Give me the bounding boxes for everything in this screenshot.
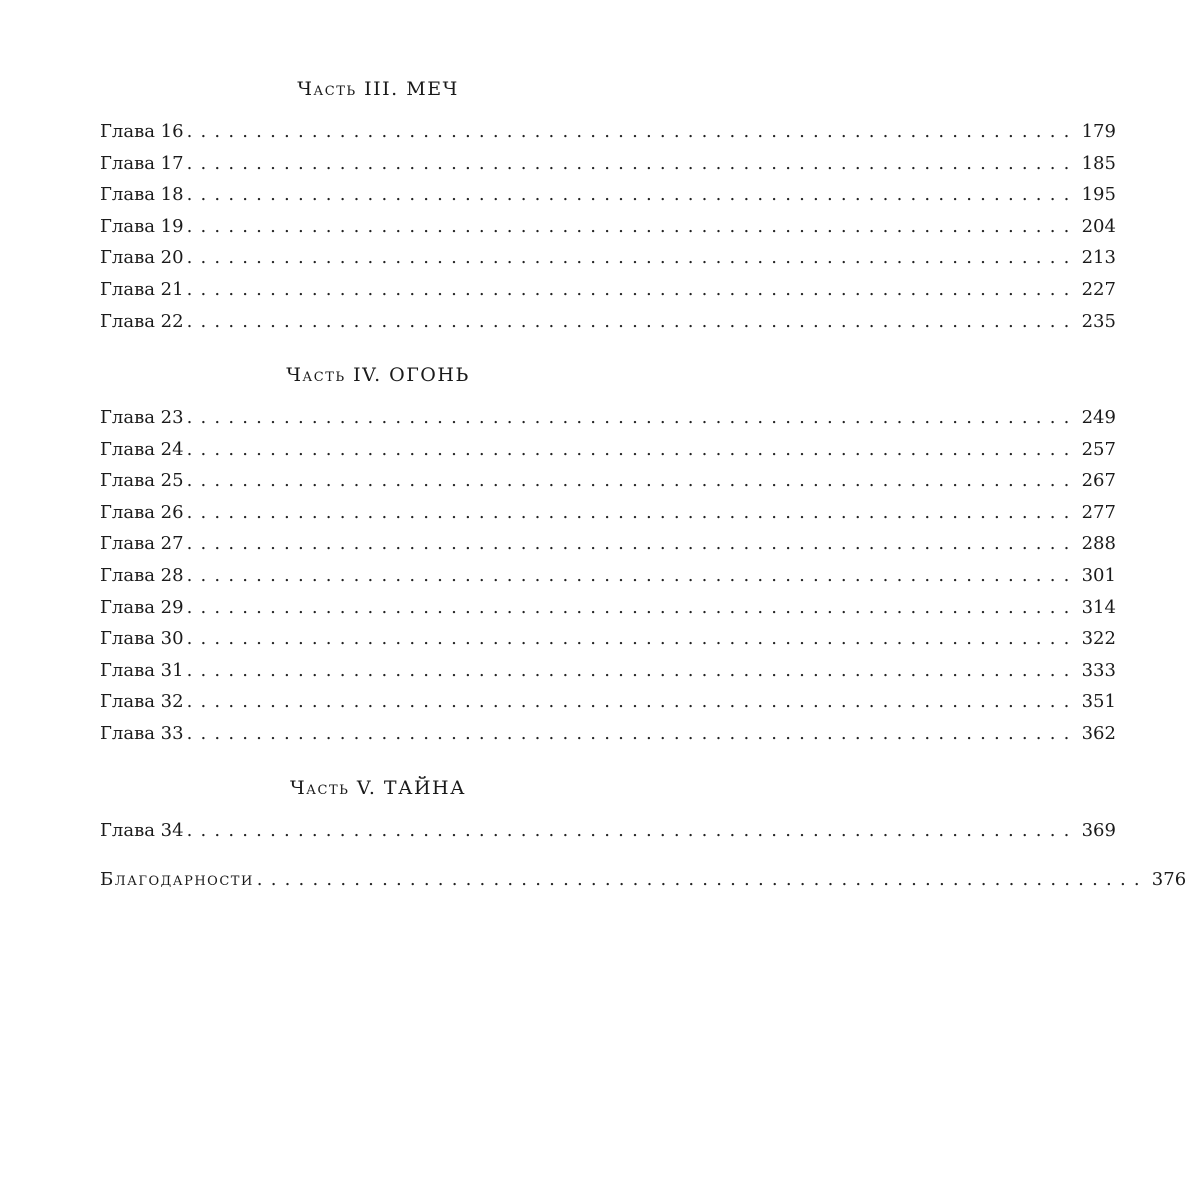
chapter-label: Глава 16 [100, 121, 184, 142]
leader-dots: ................................................................ [186, 470, 1078, 492]
page-number: 267 [1081, 470, 1116, 492]
leader-dots: ................................................................ [186, 215, 1078, 237]
chapter-label: Глава 32 [100, 691, 184, 713]
toc-entry [100, 242, 1116, 274]
chapter-label: Глава 28 [100, 564, 184, 586]
leader-dots: ................................................................ [186, 121, 1078, 142]
leader-dots: ................................................................ [186, 564, 1078, 586]
leader-dots: ................................................................ [186, 722, 1078, 744]
page-number: 376 [1151, 869, 1186, 890]
leader-dots: ................................................................ [186, 501, 1078, 523]
leader-dots: ................................................................ [186, 310, 1078, 332]
page-number: 179 [1081, 121, 1116, 142]
part-heading: Часть V. ТАЙНА [289, 777, 467, 799]
chapter-label: Глава 26 [100, 501, 184, 523]
leader-dots: ................................................................ [186, 659, 1078, 681]
leader-dots: ................................................................ [186, 152, 1078, 174]
toc-list-part-4 [100, 402, 1116, 750]
chapter-label: Глава 18 [100, 184, 184, 206]
leader-dots: ................................................................ [186, 407, 1078, 428]
page-number: 322 [1081, 628, 1116, 650]
page-number: 288 [1081, 533, 1116, 555]
page-number: 257 [1081, 438, 1116, 460]
part-heading: Часть IV. ОГОНЬ [286, 364, 470, 386]
toc-list-part-3 [100, 116, 1116, 337]
toc-entry [100, 116, 1116, 148]
page-number: 235 [1081, 310, 1116, 332]
chapter-label: Глава 22 [100, 310, 184, 332]
page-number: 227 [1081, 278, 1116, 300]
leader-dots: ................................................................ [186, 184, 1078, 206]
chapter-label: Глава 21 [100, 278, 184, 300]
chapter-label: Глава 27 [100, 533, 184, 555]
toc-entry [100, 179, 1116, 211]
leader-dots: ................................................................ [186, 691, 1078, 713]
leader-dots: ................................................................ [256, 869, 1148, 890]
leader-dots: ................................................................ [186, 438, 1078, 460]
chapter-label: Глава 19 [100, 215, 184, 237]
toc-list-part-5 [100, 815, 1116, 847]
toc-entry [100, 148, 1116, 180]
chapter-label: Глава 34 [100, 820, 184, 841]
toc-entry [100, 718, 1116, 750]
page-number: 333 [1081, 659, 1116, 681]
toc-list-back-matter [100, 864, 1186, 896]
page-number: 362 [1081, 722, 1116, 744]
toc-entry [100, 686, 1116, 718]
toc-entry [100, 560, 1116, 592]
chapter-label: Глава 25 [100, 470, 184, 492]
chapter-label: Глава 31 [100, 659, 184, 681]
leader-dots: ................................................................ [186, 628, 1078, 650]
page-number: 213 [1081, 247, 1116, 269]
page-number: 204 [1081, 215, 1116, 237]
toc-entry [100, 465, 1116, 497]
page-number: 249 [1081, 407, 1116, 428]
page-number: 314 [1081, 596, 1116, 618]
acknowledgements-label: Благодарности [100, 869, 254, 890]
chapter-label: Глава 20 [100, 247, 184, 269]
toc-entry [100, 623, 1116, 655]
page-number: 301 [1081, 564, 1116, 586]
toc-entry [100, 274, 1116, 306]
page-number: 351 [1081, 691, 1116, 713]
leader-dots: ................................................................ [186, 247, 1078, 269]
chapter-label: Глава 24 [100, 438, 184, 460]
leader-dots: ................................................................ [186, 278, 1078, 300]
toc-entry [100, 402, 1116, 434]
page-number: 369 [1081, 820, 1116, 841]
toc-entry-acknowledgements [100, 864, 1186, 896]
chapter-label: Глава 29 [100, 596, 184, 618]
toc-entry [100, 592, 1116, 624]
page-number: 185 [1081, 152, 1116, 174]
toc-entry [100, 815, 1116, 847]
part-heading: Часть III. МЕЧ [297, 78, 459, 100]
chapter-label: Глава 30 [100, 628, 184, 650]
page-number: 195 [1081, 184, 1116, 206]
leader-dots: ................................................................ [186, 533, 1078, 555]
toc-entry [100, 655, 1116, 687]
toc-entry [100, 434, 1116, 466]
toc-entry [100, 306, 1116, 338]
leader-dots: ................................................................ [186, 820, 1078, 841]
chapter-label: Глава 17 [100, 152, 184, 174]
page-number: 277 [1081, 501, 1116, 523]
toc-entry [100, 497, 1116, 529]
chapter-label: Глава 23 [100, 407, 184, 428]
toc-entry [100, 528, 1116, 560]
leader-dots: ................................................................ [186, 596, 1078, 618]
chapter-label: Глава 33 [100, 722, 184, 744]
toc-entry [100, 211, 1116, 243]
